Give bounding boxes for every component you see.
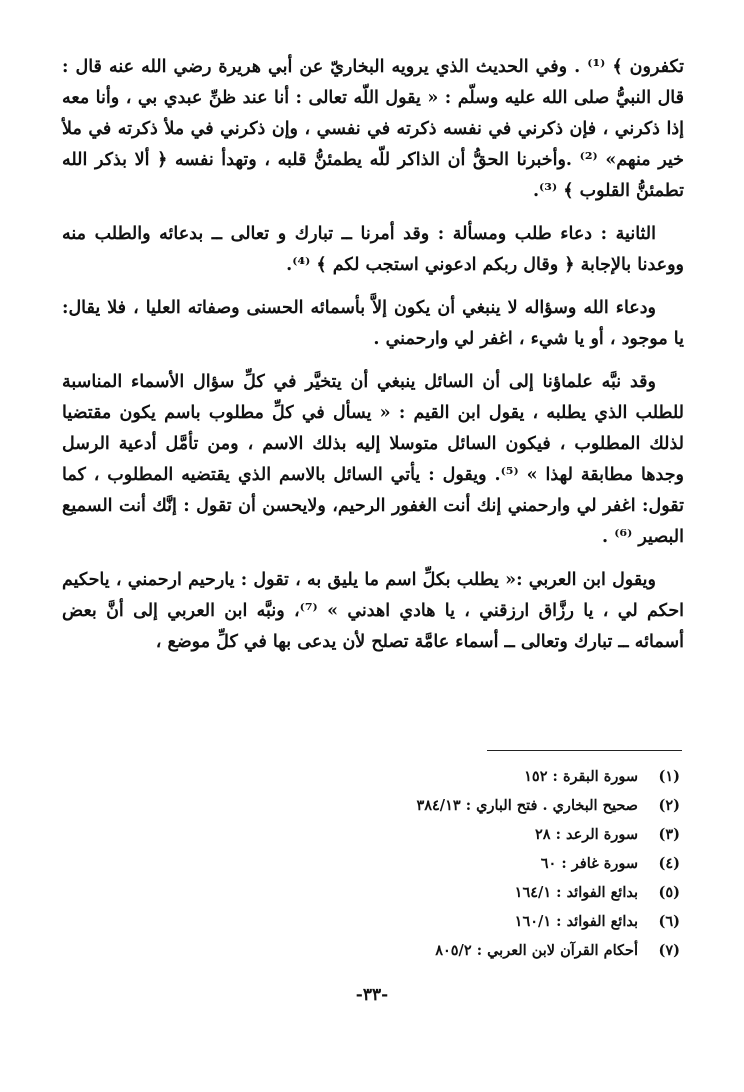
footnote [360, 820, 680, 849]
paragraph-1-text: تكفرون ﴾ ⁽¹⁾ . وفي الحديث الذي يرويه البخاريّ عن أبي هريرة رضي الله عنه قال : قال النبيُّ صلى الله عليه وسلّم : « يقول اللّه تعالى : أنا عند ظنِّ عبدي بي ، وأنا معه إذا ذكرني ، فإن ذكرني في نفسه ذكرته في نفسي ، وإن ذكرني في ملأ ذكرته في ملأ خير منهم» ⁽²⁾ .وأخبرنا الحقُّ أن الذاكر للّه يطمئنُّ قلبه ، وتهدأ نفسه ﴿ ألا بذكر الله تطمئنُّ القلوب ﴾ ⁽³⁾. [62, 57, 684, 201]
footnote-number: (٦) [658, 913, 680, 930]
footnotes [360, 762, 680, 965]
footnote-text: بدائع الفوائد : ١٦٤/١ [514, 884, 638, 901]
footnote-text: أحكام القرآن لابن العربي : ٨٠٥/٢ [435, 942, 638, 959]
footnote-separator [487, 750, 682, 751]
footnote-text: صحيح البخاري . فتح الباري : ٣٨٤/١٣ [416, 797, 638, 814]
paragraph-4 [62, 367, 684, 553]
footnote [360, 878, 680, 907]
section-heading: الثانية : دعاء طلب ومسألة : [437, 224, 656, 244]
footnote-number: (٥) [658, 884, 680, 901]
footnote-number: (٧) [658, 942, 680, 959]
body-text [62, 52, 684, 658]
paragraph-5-text: ويقول ابن العربي :« يطلب بكلِّ اسم ما يليق به ، تقول : يارحيم ارحمني ، ياحكيم احكم لي ، يا رزَّاق ارزقني ، يا هادي اهدني » ⁽⁷⁾، ونبَّه ابن العربي إلى أنَّ بعض أسمائه ــ تبارك وتعالى ــ أسماء عامَّة تصلح لأن يدعى بها في كلِّ موضع ، [62, 570, 685, 652]
paragraph-3-text: ودعاء الله وسؤاله لا ينبغي أن يكون إلاَّ بأسمائه الحسنى وصفاته العليا ، فلا يقال: يا موجود ، أو يا شيء ، اغفر لي وارحمني . [62, 298, 684, 349]
footnote [360, 762, 680, 791]
paragraph-4-text: وقد نبَّه علماؤنا إلى أن السائل ينبغي أن يتخيَّر في كلِّ سؤال الأسماء المناسبة للطلب الذي يطلبه ، يقول ابن القيم : « يسأل في كلِّ مطلوب باسم يكون مقتضيا لذلك المطلوب ، فيكون السائل متوسلا إليه بذلك الاسم ، ومن تأمَّل أدعية الرسل وجدها مطابقة لهذا » ⁽⁵⁾. ويقول : يأتي السائل بالاسم الذي يقتضيه المطلوب ، كما تقول: اغفر لي وارحمني إنك أنت الغفور الرحيم، ولايحسن أن تقول : إنَّك أنت السميع البصير ⁽⁶⁾ . [62, 372, 684, 547]
footnote-number: (٢) [658, 797, 680, 814]
paragraph-3 [62, 293, 684, 355]
footnote-text: سورة غافر : ٦٠ [540, 855, 638, 872]
footnote [360, 791, 680, 820]
footnote [360, 849, 680, 878]
paragraph-5 [62, 565, 684, 658]
footnote [360, 936, 680, 965]
page-number: -٣٣- [355, 985, 389, 1005]
footnote-number: (٤) [658, 855, 680, 872]
footnote [360, 907, 680, 936]
footnote-text: سورة الرعد : ٢٨ [534, 826, 638, 843]
footnote-text: سورة البقرة : ١٥٢ [524, 768, 638, 785]
footnote-number: (١) [658, 768, 680, 785]
footnote-number: (٣) [658, 826, 680, 843]
paragraph-2-text: وقد أمرنا ــ تبارك و تعالى ــ بدعائه والطلب منه ووعدنا بالإجابة ﴿ وقال ربكم ادعوني استجب لكم ﴾ ⁽⁴⁾. [62, 224, 684, 275]
paragraph-1 [62, 52, 684, 207]
paragraph-2 [62, 219, 684, 281]
footnote-text: بدائع الفوائد : ١٦٠/١ [514, 913, 638, 930]
